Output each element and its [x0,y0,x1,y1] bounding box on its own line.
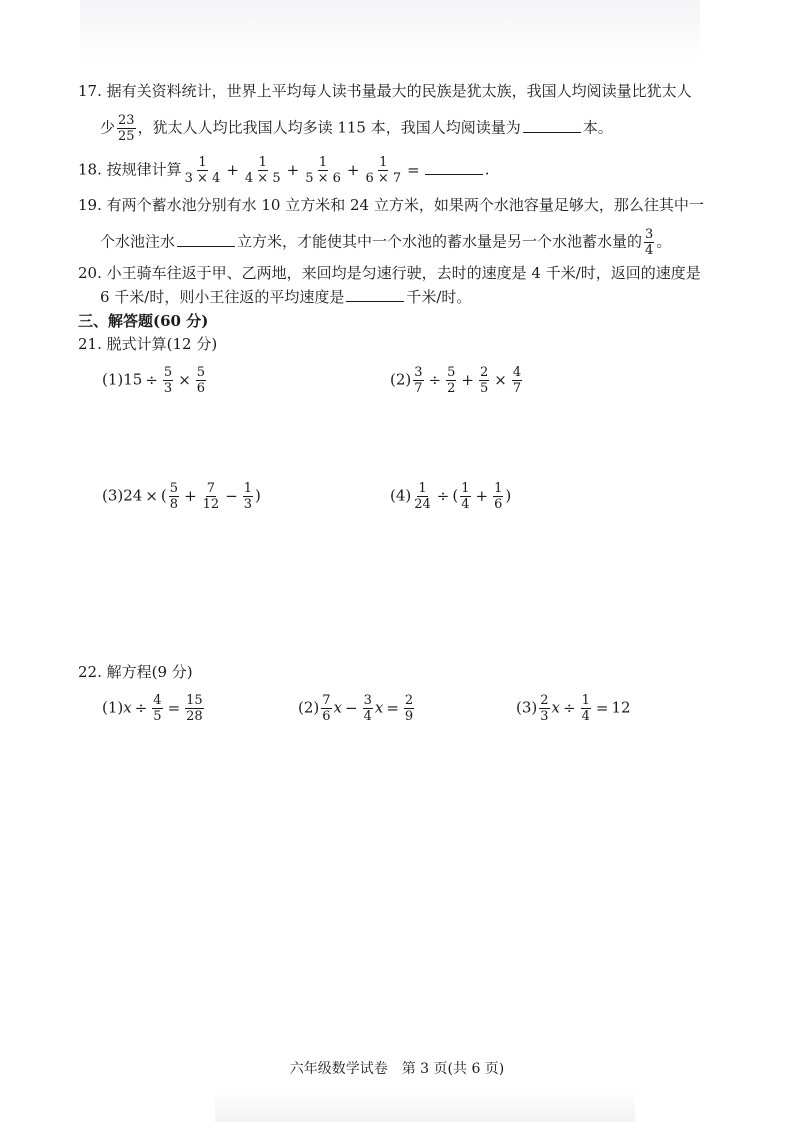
fraction: $\frac{7}{12}$ [202,481,220,512]
q21-part3: (3)24 × ( $\frac{5}{8}$ + $\frac{7}{12}$ − $\frac{1}{3}$ ) [102,481,261,512]
fraction: $\frac{2}{3}$ [540,693,549,724]
fraction: $\frac{15}{28}$ [186,693,203,724]
fraction: $\frac{1}{3}$ [243,481,253,512]
fraction: $\frac{1}{4}$ [581,693,590,724]
fraction: $\frac{3}{7}$ [414,365,423,396]
answer-blank[interactable] [523,118,581,133]
q21-part1: (1)15 ÷ $\frac{5}{3}$ × $\frac{5}{6}$ [102,365,206,396]
q17-line1: 17. 据有关资料统计，世界上平均每人读书量最大的民族是犹太族，我国人均阅读量比犹太人 [78,82,692,100]
fraction: $\frac{3}{4}$ [645,227,654,258]
q22-title: 22. 解方程(9 分) [78,663,193,681]
scan-shadow-bottom [215,1090,635,1122]
fraction: $\frac{1}{4 \times 5}$ [244,155,281,186]
q17-line2: 少 $\frac{23}{25}$ ，犹太人人均比我国人均多读 115 本，我国人均阅读量为 本。 [100,113,613,144]
q19-line2: 个水池注水 立方米，才能使其中一个水池的蓄水量是另一个水池蓄水量的 $\frac{3}{4}$ 。 [100,227,672,258]
fraction: $\frac{1}{6}$ [494,481,503,512]
fraction: $\frac{4}{7}$ [512,365,522,396]
q19-line1: 19. 有两个蓄水池分别有水 10 立方米和 24 立方米，如果两个水池容量足够大，那么往其中一 [78,196,704,214]
fraction: $\frac{1}{4}$ [461,481,470,512]
fraction: $\frac{5}{8}$ [169,481,179,512]
fraction: $\frac{7}{6}$ [322,693,331,724]
answer-blank[interactable] [346,287,404,302]
fraction: $\frac{4}{5}$ [153,693,162,724]
fraction: $\frac{5}{3}$ [163,365,173,396]
q20-line2: 6 千米/时，则小王往返的平均速度是 千米/时。 [100,288,472,306]
fraction: $\frac{1}{3 \times 4}$ [184,155,221,186]
fraction: $\frac{1}{5 \times 6}$ [305,155,341,186]
q22-part3: (3) $\frac{2}{3}$ x ÷ $\frac{1}{4}$ = 12 [516,693,631,724]
q21-part4: (4) $\frac{1}{24}$ ÷ ( $\frac{1}{4}$ + $\frac{1}{6}$ ) [390,481,512,512]
page-footer: 六年级数学试卷 第 3 页(共 6 页) [289,1061,505,1077]
q22-part2: (2) $\frac{7}{6}$ x − $\frac{3}{4}$ x = $\frac{2}{9}$ [298,693,414,724]
answer-blank[interactable] [425,160,483,175]
scan-shadow-top [80,0,700,60]
fraction: $\frac{5}{6}$ [196,365,206,396]
fraction: $\frac{2}{5}$ [479,365,489,396]
fraction: $\frac{5}{2}$ [447,365,456,396]
q22-part1: (1)x ÷ $\frac{4}{5}$ = $\frac{15}{28}$ [102,693,203,724]
q21-title: 21. 脱式计算(12 分) [78,335,218,353]
fraction: $\frac{2}{9}$ [404,693,414,724]
fraction: $\frac{1}{24}$ [414,481,431,512]
fraction: $\frac{23}{25}$ [118,113,135,144]
q20-line1: 20. 小王骑车往返于甲、乙两地，来回均是匀速行驶，去时的速度是 4 千米/时，返回的速度是 [78,264,701,282]
fraction: $\frac{3}{4}$ [363,693,372,724]
section-title: 三、解答题(60 分) [78,312,209,330]
q18-line: 18. 按规律计算 $\frac{1}{3 \times 4}$ + $\frac{1}{4 \times 5}$ + $\frac{1}{5 \times 6}$ + $\frac{1}{6 \times 7}$ = . [78,155,490,186]
q21-part2: (2) $\frac{3}{7}$ ÷ $\frac{5}{2}$ + $\frac{2}{5}$ × $\frac{4}{7}$ [390,365,522,396]
answer-blank[interactable] [177,232,235,247]
fraction: $\frac{1}{6 \times 7}$ [365,155,402,186]
